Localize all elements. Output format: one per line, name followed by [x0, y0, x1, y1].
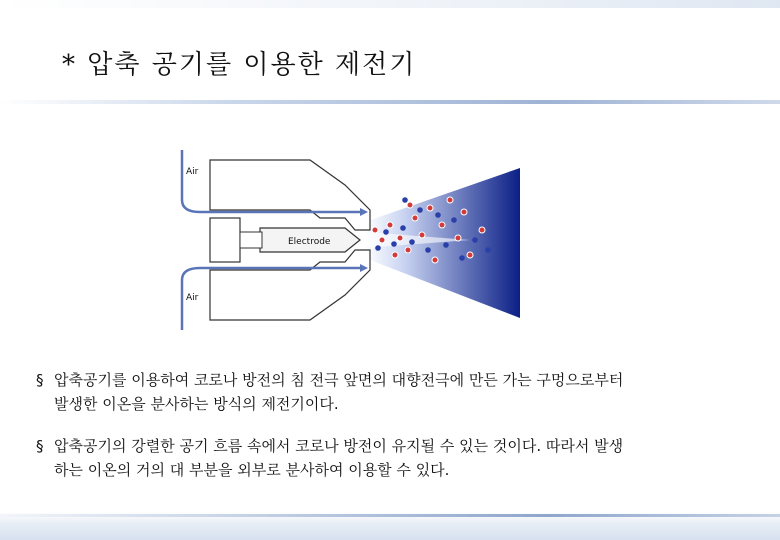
top-band — [0, 0, 780, 8]
bullet-mark: § — [36, 437, 44, 455]
bullet-item — [36, 434, 756, 482]
ionizer-diagram-svg — [170, 140, 550, 340]
electrode-label: Electrode — [288, 237, 331, 247]
bullet-list — [36, 368, 756, 500]
title-divider — [0, 100, 780, 104]
ionizer-diagram — [170, 140, 550, 340]
air-label-bottom: Air — [186, 293, 199, 303]
air-label-top: Air — [186, 167, 199, 177]
bullet-text: 압축공기의 강렬한 공기 흐름 속에서 코로나 방전이 유지될 수 있는 것이다. 따라서 발생 하는 이온의 거의 대 부분을 외부로 분사하여 이용할 수 있다. — [54, 437, 624, 479]
slide-title: * 압축 공기를 이용한 제전기 — [62, 50, 417, 80]
bullet-mark: § — [36, 371, 44, 389]
bullet-item — [36, 368, 756, 416]
bullet-text: 압축공기를 이용하여 코로나 방전의 침 전극 앞면의 대향전극에 만든 가는 구멍으로부터 발생한 이온을 분사하는 방식의 제전기이다. — [54, 371, 624, 413]
footer-line — [0, 514, 780, 517]
